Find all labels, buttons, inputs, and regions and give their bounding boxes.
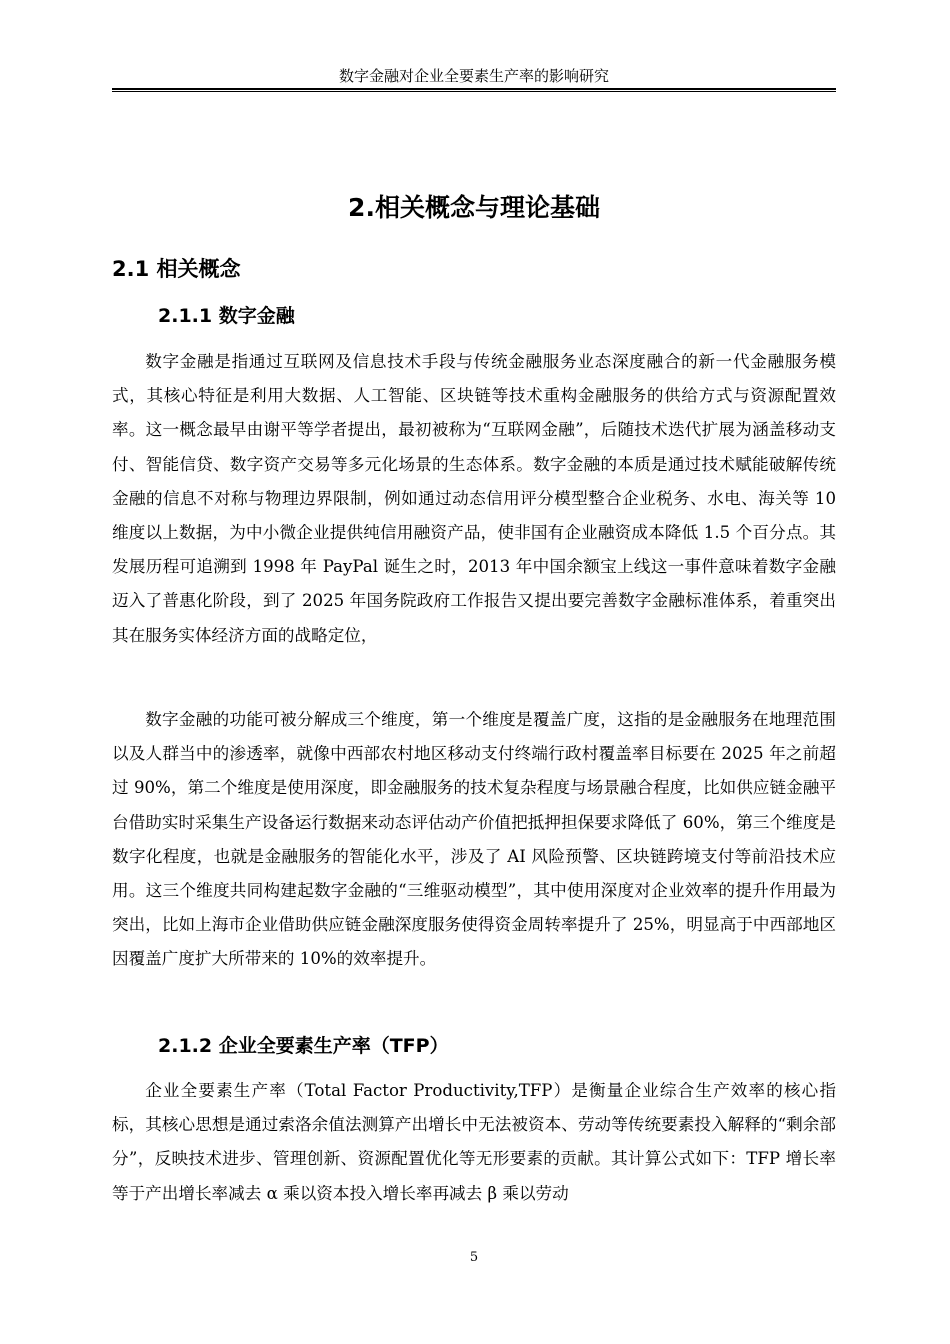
- section-title: 2.1 相关概念: [112, 257, 241, 281]
- paragraph-tfp-definition: 企业全要素生产率（Total Factor Productivity,TFP）是衡量企业综合生产效率的核心指标，其核心思想是通过索洛余值法测算产出增长中无法被资本、劳动等传统要素投入解释的“剩余部分”，反映技术进步、管理创新、资源配置优化等无形要素的贡献。其计算公式如下：TFP 增长率等于产出增长率减去 α 乘以资本投入增长率再减去 β 乘以劳动: [112, 1081, 836, 1203]
- subsection-title-digital-finance: 2.1.1 数字金融: [158, 305, 295, 327]
- running-header: 数字金融对企业全要素生产率的影响研究: [338, 67, 609, 85]
- subsection-title-tfp: 2.1.2 企业全要素生产率（TFP）: [158, 1035, 449, 1057]
- page-number: 5: [469, 1250, 479, 1265]
- paragraph-digital-finance-dimensions: 数字金融的功能可被分解成三个维度，第一个维度是覆盖广度，这指的是金融服务在地理范围以及人群当中的渗透率，就像中西部农村地区移动支付终端行政村覆盖率目标要在 2025 年之前超过 90%，第二个维度是使用深度，即金融服务的技术复杂程度与场景融合程度，比如供应链金融平台借助实时采集生产设备运行数据来动态评估动产价值把抵押担保要求降低了 60%，第三个维度是数字化程度，也就是金融服务的智能化水平，涉及了 AI 风险预警、区块链跨境支付等前沿技术应用。这三个维度共同构建起数字金融的“三维驱动模型”，其中使用深度对企业效率的提升作用最为突出，比如上海市企业借助供应链金融深度服务使得资金周转率提升了 25%，明显高于中西部地区因覆盖广度扩大所带来的 10%的效率提升。: [112, 710, 836, 969]
- chapter-title: 2.相关概念与理论基础: [348, 193, 600, 222]
- paragraph-digital-finance-definition: 数字金融是指通过互联网及信息技术手段与传统金融服务业态深度融合的新一代金融服务模式，其核心特征是利用大数据、人工智能、区块链等技术重构金融服务的供给方式与资源配置效率。这一概念最早由谢平等学者提出，最初被称为“互联网金融”，后随技术迭代扩展为涵盖移动支付、智能信贷、数字资产交易等多元化场景的生态体系。数字金融的本质是通过技术赋能破解传统金融的信息不对称与物理边界限制，例如通过动态信用评分模型整合企业税务、水电、海关等 10 维度以上数据，为中小微企业提供纯信用融资产品，使非国有企业融资成本降低 1.5 个百分点。其发展历程可追溯到 1998 年 PayPal 诞生之时，2013 年中国余额宝上线这一事件意味着数字金融迈入了普惠化阶段，到了 2025 年国务院政府工作报告又提出要完善数字金融标准体系，着重突出其在服务实体经济方面的战略定位，: [112, 352, 836, 645]
- header-rule: [112, 88, 836, 92]
